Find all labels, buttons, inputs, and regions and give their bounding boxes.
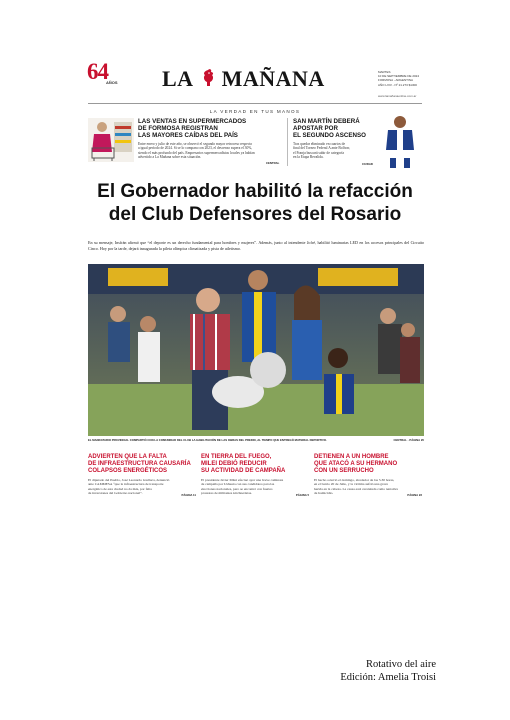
story-infraestructura-title: ADVIERTEN QUE LA FALTA DE INFRAESTRUCTURA CAUSARÍA COLAPSOS ENERGÉTICOS: [88, 454, 191, 474]
anniversary-number: 64: [87, 59, 108, 84]
story-serrucho-ref: PÁGINA 23: [407, 492, 422, 497]
story-milei-title: EN TIERRA DEL FUEGO, MILEI DEBIÓ REDUCIR SU ACTIVIDAD DE CAMPAÑA: [201, 454, 286, 474]
story-infraestructura: [88, 454, 196, 497]
main-photo-gobernador-club: [88, 264, 424, 436]
newspaper-front-page: [80, 56, 430, 497]
photo-caption-ref: CENTRAL - PÁGINA 20: [393, 438, 424, 442]
photo-caption: EL MANDATARIO PROVINCIAL COMPARTIÓ CON LA COMUNIDAD DEL CLUB LA HABILITACIÓN DE LAS OBRAS DEL PREDIO, AL TIEMPO QUE ENTREGÓ MATERIAL DEPORTIVO. CENTRAL - PÁGINA 20: [88, 438, 424, 442]
rooster-icon: [201, 68, 215, 88]
edition-date-block: MARTES 10 DE SEPTIEMBRE DE 2024 FORMOSA - ARGENTINA AÑO LXIV - Nº 21.273 $1300: [378, 70, 420, 87]
footer-credit: [340, 658, 436, 684]
tagline: LA VERDAD EN TUS MANOS: [80, 100, 430, 118]
footer-program: Rotativo del aire: [366, 659, 436, 670]
promo-divider: [287, 118, 288, 166]
story-milei-ref: PÁGINA 5: [295, 492, 309, 497]
website-url: www.lamañanaonline.com.ar: [378, 94, 417, 98]
logo-word-manana: MAÑANA: [221, 66, 325, 91]
promo-sanmartin-ref: CIUDAD: [362, 162, 373, 166]
story-serrucho-title: DETIENEN A UN HOMBRE QUE ATACÓ A SU HERMANO CON UN SERRUCHO: [314, 454, 398, 474]
story-serrucho-text: El hecho ocurrió el domingo, alrededor de las 5.30 horas, en el barrio 20 de Julio, y la víctima sufrió una grave herida en la cabeza. La causa está caratulada como tentativa de homicidio.: [314, 478, 398, 496]
promo-sanmartin-title: SAN MARTÍN DEBERÁ APOSTAR POR EL SEGUNDO ASCENSO: [293, 118, 366, 139]
story-milei-text: El presidente Javier Milei efectuó ayer una breve caminata de campaña por Ushuaia con sus candidatos para las elecciones nacionales, pero se encontró con fuertes protestas de militantes kirchneristas.: [201, 478, 284, 496]
newspaper-logo: [162, 66, 342, 91]
anniversary-sub: AÑOS: [106, 80, 118, 85]
promo-supermarket-title: LAS VENTAS EN SUPERMERCADOS DE FORMOSA REGISTRAN LAS MAYORES CAÍDAS DEL PAÍS: [138, 118, 247, 139]
anniversary-badge: [87, 61, 125, 89]
promo-supermarket-text: Entre enero y julio de este año, se observó el segundo mayor retroceso respecto a igual período de 2024. Si se lo compara con 2023, el descenso supera el 30%, siendo el más profundo del país. Empresarios supermercadistas locales ya habían advertido a La Mañana sobre esta situación.: [138, 142, 255, 160]
story-infraestructura-ref: PÁGINA 11: [181, 492, 196, 497]
story-serrucho: [314, 454, 422, 497]
promo-supermarket-ref: CENTRAL: [266, 161, 280, 165]
football-player-image: [378, 114, 422, 168]
main-lede: En su mensaje, Insfrán afirmó que “el deporte es un derecho fundamental para hombres y mujeres”. Además, junto al intendente Jofré, habilitó luminarias LED en los accesos principales del Circuito Cinco. Hoy por la tarde, dejará inaugurada la pileta olímpica climatizada y pista de atletismo.: [88, 240, 424, 251]
story-infraestructura-text: El diputado del Pueblo, José Leonardo Gialluca, denunció ante CAMMESA “que la infraestructura de transporte energético de esta ciudad no da más, por falta de inversiones del Gobierno nacional”.: [88, 478, 170, 496]
logo-word-la: LA: [162, 66, 194, 91]
supermarket-shopper-image: [88, 118, 134, 162]
footer-editor: Edición: Amelia Troisi: [340, 672, 436, 683]
main-headline: El Gobernador habilitó la refacción del Club Defensores del Rosario: [97, 181, 413, 225]
promo-sanmartin-text: Tras quedar eliminado en cuartos de final del Torneo Federal A ante Bolívar, el Franja buscará subir de categoría en la Etapa Revalida.: [293, 142, 350, 160]
story-milei: [201, 454, 309, 497]
